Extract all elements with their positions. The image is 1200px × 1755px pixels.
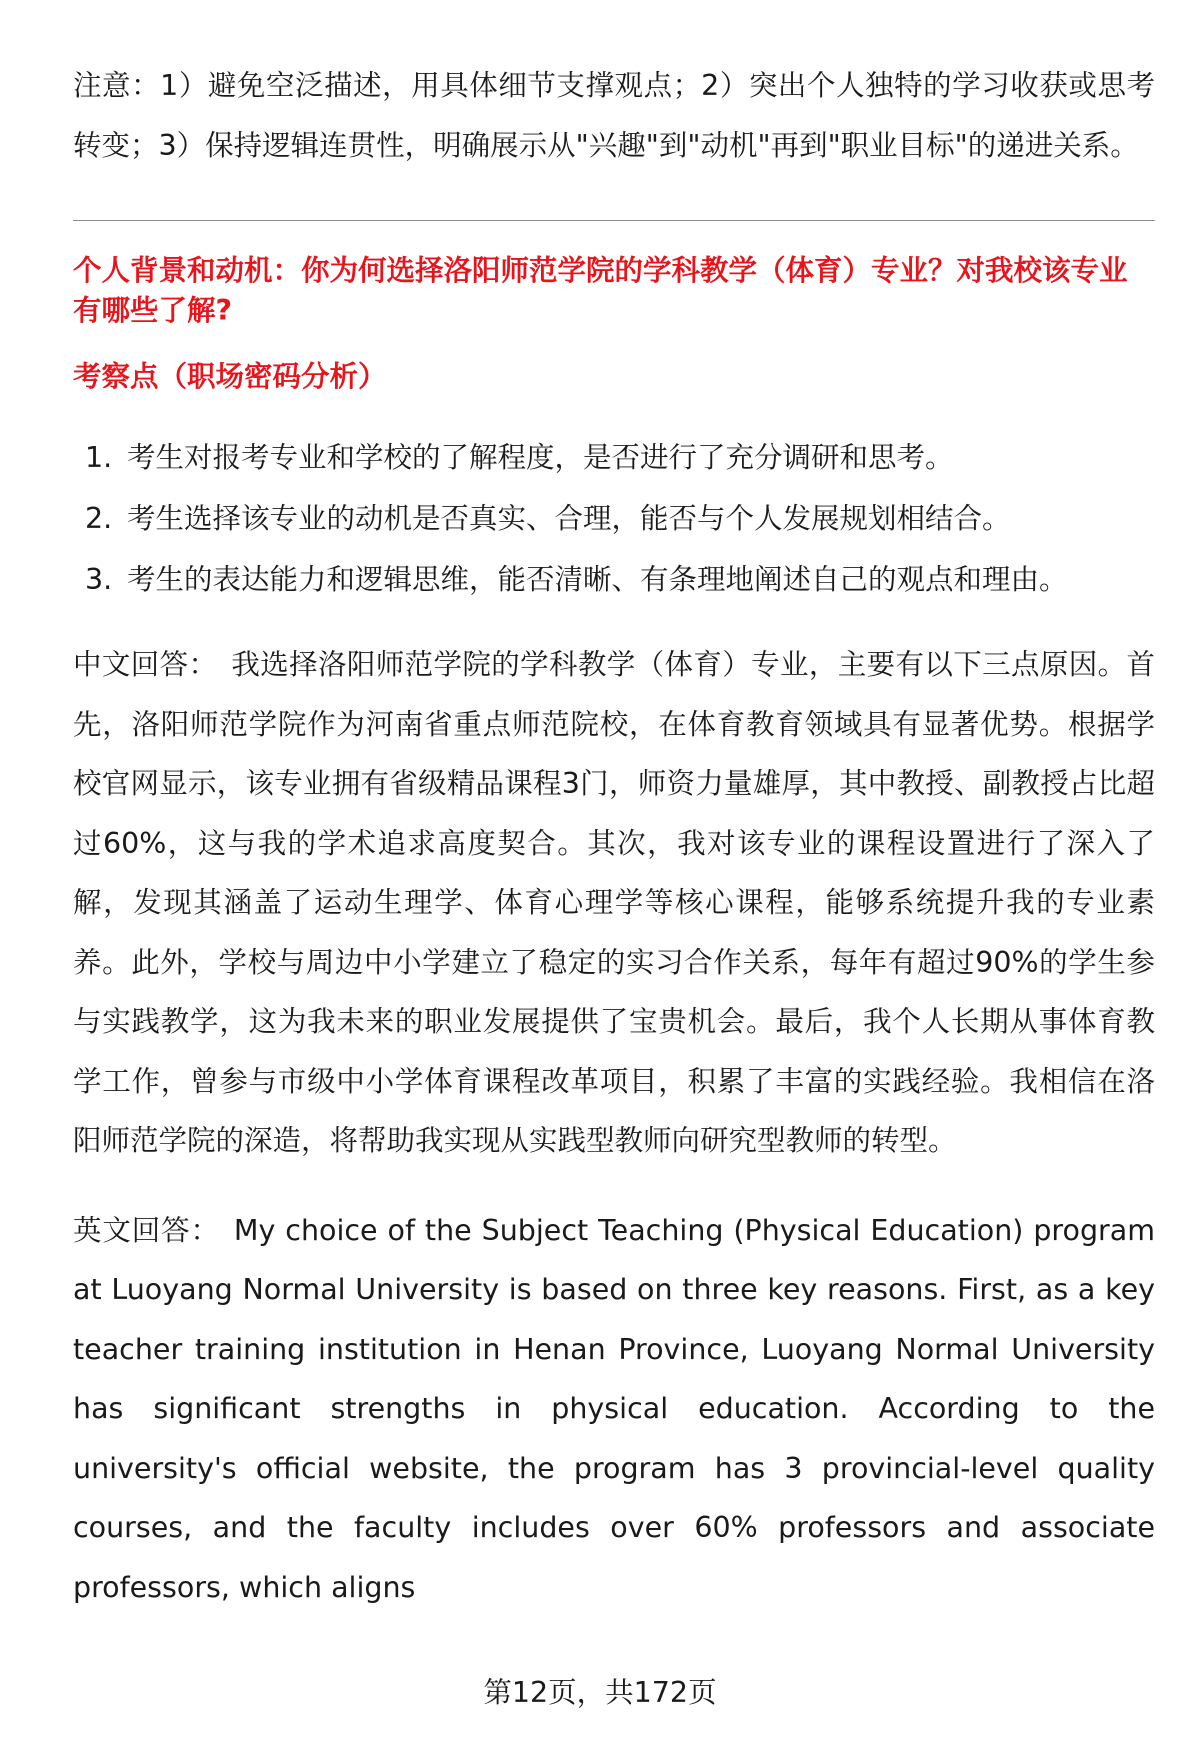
list-item-number: 3. — [85, 563, 113, 596]
list-item — [73, 488, 1155, 549]
section-divider — [73, 220, 1155, 221]
list-item — [73, 549, 1155, 610]
list-item-text: 考生选择该专业的动机是否真实、合理，能否与个人发展规划相结合。 — [127, 502, 1011, 535]
note-paragraph: 注意：1）避免空泛描述，用具体细节支撑观点；2）突出个人独特的学习收获或思考转变；3）保持逻辑连贯性，明确展示从"兴趣"到"动机"再到"职业目标"的递进关系。 — [73, 69, 1155, 162]
question-heading: 个人背景和动机：你为何选择洛阳师范学院的学科教学（体育）专业？对我校该专业有哪些了解? — [73, 254, 1128, 327]
list-item — [73, 427, 1155, 488]
page-number-footer: 第12页，共172页 — [483, 1676, 717, 1709]
list-item-number: 1. — [85, 441, 113, 474]
list-item-text: 考生对报考专业和学校的了解程度，是否进行了充分调研和思考。 — [127, 441, 954, 474]
document-page — [73, 56, 1155, 1617]
english-answer — [73, 1201, 1155, 1618]
chinese-answer — [73, 635, 1155, 1171]
assessment-heading: 考察点（职场密码分析） — [73, 360, 387, 393]
chinese-answer-text: 我选择洛阳师范学院的学科教学（体育）专业，主要有以下三点原因。首先，洛阳师范学院作为河南省重点师范院校，在体育教育领域具有显著优势。根据学校官网显示，该专业拥有省级精品课程3门，师资力量雄厚，其中教授、副教授占比超过60%，这与我的学术追求高度契合。其次，我对该专业的课程设置进行了深入了解，发现其涵盖了运动生理学、体育心理学等核心课程，能够系统提升我的专业素养。此外，学校与周边中小学建立了稳定的实习合作关系，每年有超过90%的学生参与实践教学，这为我未来的职业发展提供了宝贵机会。最后，我个人长期从事体育教学工作，曾参与市级中小学体育课程改革项目，积累了丰富的实践经验。我相信在洛阳师范学院的深造，将帮助我实现从实践型教师向研究型教师的转型。 — [73, 648, 1155, 1157]
assessment-points-list — [73, 427, 1155, 610]
english-answer-text: My choice of the Subject Teaching (Physical Education) program at Luoyang Normal University is based on three key reasons. First, as a key teacher training institution in Henan Province, Luoyang Normal University has significant strengths in physical education. According to the university's official website, the program has 3 provincial-level quality courses, and the faculty includes over 60% professors and associate professors, which aligns — [73, 1213, 1155, 1604]
list-item-number: 2. — [85, 502, 113, 535]
list-item-text: 考生的表达能力和逻辑思维，能否清晰、有条理地阐述自己的观点和理由。 — [127, 563, 1068, 596]
english-answer-label: 英文回答： — [73, 1213, 220, 1247]
chinese-answer-label: 中文回答： — [73, 648, 218, 681]
